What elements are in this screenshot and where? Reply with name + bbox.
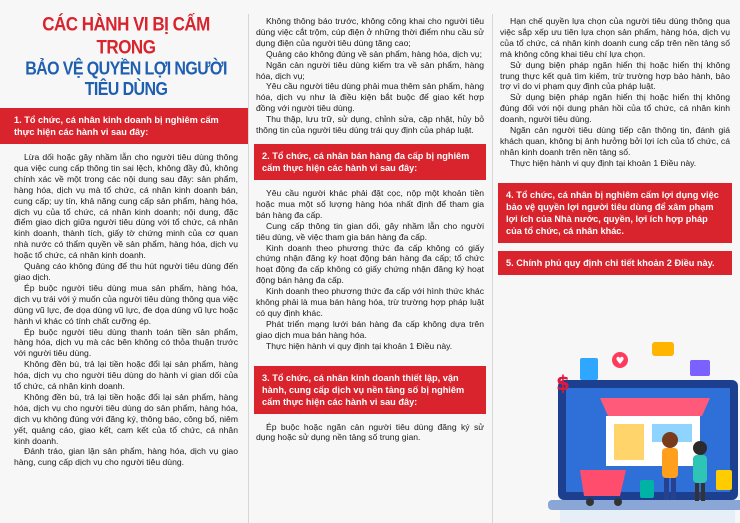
col2-para: Cung cấp thông tin gian dối, gây nhầm lẫn cho người tiêu dùng, về việc tham gia bán hàng đa cấp. bbox=[256, 220, 484, 242]
col3-para: Hạn chế quyền lựa chọn của người tiêu dùng thông qua việc sắp xếp ưu tiên lựa chọn sản phẩm, hàng hóa, dịch vụ của tổ chức, cá nhân kinh doanh cung cấp trên nền tảng số mà không công khai tiêu chí lựa chọn. bbox=[500, 16, 730, 59]
shopping-illustration bbox=[540, 320, 740, 523]
col1-para: Ép buộc người tiêu dùng thanh toán tiền sản phẩm, hàng hóa, dịch vụ mà các bên không có thỏa thuận trước với người tiêu dùng. bbox=[14, 326, 238, 359]
col1-para: Quảng cáo không đúng để thu hút người tiêu dùng đến giao dịch. bbox=[14, 261, 238, 282]
product-icon bbox=[690, 360, 710, 376]
col1-para: Không đền bù, trả lại tiền hoặc đổi lại sản phẩm, hàng hóa, dịch vụ cho người tiêu dùng do hành vi gian dối của tổ chức, cá nhân kinh doanh. bbox=[14, 359, 238, 392]
col2-para: Thực hiện hành vi quy định tại khoản 1 Điều này. bbox=[266, 340, 453, 351]
col2-para: Kinh doanh theo phương thức đa cấp không có giấy chứng nhận đăng ký hoạt động bán hàng đa cấp; tổ chức hoạt động đa cấp không có giấy chứng nhận đăng ký hoạt động bán hàng đa cấp. bbox=[256, 242, 484, 286]
col3-para: Sử dụng biện pháp ngăn hiển thị hoặc hiển thị không trung thực kết quả tìm kiếm, trừ trường hợp bảo hành, bảo trợ vì do vi phạm quy định của pháp luật. bbox=[500, 59, 730, 92]
title-line-2: BẢO VỆ QUYỀN LỢI NGƯỜI TIÊU DÙNG bbox=[25, 59, 227, 100]
chat-icon bbox=[652, 342, 674, 356]
currency-icon: $ bbox=[556, 371, 570, 395]
col2-para: Quảng cáo không đúng về sản phẩm, hàng hóa, dịch vụ; bbox=[266, 48, 482, 59]
col3-para: Ngăn cản người tiêu dùng tiếp cận thông tin, đánh giá khách quan, không bị ảnh hưởng bởi lợi ích của tổ chức, cá nhân kinh doanh trên nền tảng số. bbox=[500, 125, 730, 157]
col2-para: Ép buộc hoặc ngăn cản người tiêu dùng đăng ký sử dụng hoặc sử dụng nền tảng số trung gian. bbox=[256, 421, 484, 443]
section-3-heading: 3. Tổ chức, cá nhân kinh doanh thiết lập, vận hành, cung cấp dịch vụ nền tảng số bị nghiêm cấm thực hiện các hành vi sau đây: bbox=[254, 366, 486, 414]
col1-para: Ép buộc người tiêu dùng mua sản phẩm, hàng hóa, dịch vụ trái với ý muốn của người tiêu dùng thông qua việc dùng vũ lực, đe dọa dùng vũ lực, đe dọa dùng vũ lực hoặc hành vi khác có tính chất cưỡng ép. bbox=[14, 282, 238, 326]
shopping-bag-icon bbox=[580, 358, 598, 380]
shopping-bag-icon bbox=[640, 480, 654, 498]
column-2 bbox=[248, 0, 492, 523]
column-1 bbox=[0, 0, 248, 523]
section-4-heading: 4. Tổ chức, cá nhân bị nghiêm cấm lợi dụng việc bảo vệ quyền lợi người tiêu dùng để xâm phạm lợi ích của Nhà nước, quyền, lợi ích hợp pháp của tổ chức, cá nhân khác. bbox=[498, 183, 732, 243]
col1-para: Lừa dối hoặc gây nhầm lẫn cho người tiêu dùng thông qua việc cung cấp thông tin sai lệch, không đầy đủ, không chính xác về một trong các nội dung sau đây: sản phẩm, hàng hóa, dịch vụ mà tổ chức, cá nhân kinh doanh bán, cung cấp; uy tín, khả năng cung cấp sản phẩm, hàng hóa, dịch vụ của tổ chức, cá nhân kinh doanh; nội dung, đặc điểm giao dịch giữa người tiêu dùng với tổ chức, cá nhân kinh doanh, thành tích, giấy tờ chứng minh của cơ quan nhà nước có thẩm quyền về sản phẩm, hàng hóa, dịch vụ hoặc tổ chức, cá nhân kinh doanh. bbox=[14, 152, 238, 261]
col1-para: Đánh tráo, gian lận sản phẩm, hàng hóa, dịch vụ giao hàng, cung cấp dịch vụ cho người tiêu dùng. bbox=[14, 446, 238, 468]
section-2-heading: 2. Tổ chức, cá nhân bán hàng đa cấp bị nghiêm cấm thực hiện các hành vi sau đây: bbox=[254, 144, 486, 180]
section-5-heading: 5. Chính phủ quy định chi tiết khoản 2 Điều này. bbox=[498, 251, 732, 275]
col3-para: Thực hiện hành vi quy định tại khoản 1 Điều này. bbox=[510, 157, 697, 168]
col2-para: Phát triển mạng lưới bán hàng đa cấp không dựa trên giao dịch mua bán hàng hóa. bbox=[256, 318, 484, 340]
col2-para: Ngăn cản người tiêu dùng kiểm tra về sản phẩm, hàng hóa, dịch vụ; bbox=[256, 59, 484, 81]
svg-text:♥: ♥ bbox=[615, 356, 625, 367]
shopping-bag-icon bbox=[716, 470, 732, 490]
col2-para: Kinh doanh theo phương thức đa cấp với hình thức khác không phải là mua bán hàng hóa, trừ trường hợp pháp luật có quy định khác. bbox=[256, 286, 484, 318]
col2-para: Yêu cầu người tiêu dùng phải mua thêm sản phẩm, hàng hóa, dịch vụ như là điều kiện bắt buộc để giao kết hợp đồng với người tiêu dùng. bbox=[256, 81, 484, 114]
section-1-heading: 1. Tổ chức, cá nhân kinh doanh bị nghiêm cấm thực hiện các hành vi sau đây: bbox=[0, 108, 248, 144]
title-line-1: CÁC HÀNH VI BỊ CẤM TRONG bbox=[42, 13, 210, 58]
col3-para: Sử dụng biện pháp ngăn hiển thị hoặc hiển thị không đúng đối với nội dung phản hồi của tổ chức, cá nhân kinh doanh, người tiêu dùng. bbox=[500, 92, 730, 125]
col2-para: Không thông báo trước, không công khai cho người tiêu dùng việc cắt trộm, cúp điện ở những thời điểm nhu cầu sử dụng điện của người tiêu dùng tăng cao; bbox=[256, 16, 484, 48]
col2-para: Thu thập, lưu trữ, sử dụng, chỉnh sửa, cập nhật, hủy bỏ thông tin của người tiêu dùng trái quy định của pháp luật. bbox=[256, 114, 484, 136]
col2-para: Yêu cầu người khác phải đặt cọc, nộp một khoản tiền hoặc mua một số lượng hàng hóa nhất định để tham gia bán hàng đa cấp. bbox=[256, 187, 484, 220]
col1-para: Không đền bù, trả lại tiền hoặc đổi lại sản phẩm, hàng hóa, dịch vụ cho người tiêu dùng do sản phẩm, hàng hóa, dịch vụ không đúng với đăng ký, thông báo, công bố, niêm yết, quảng cáo, giao kết, cam kết của tổ chức, cá nhân kinh doanh. bbox=[14, 391, 238, 446]
